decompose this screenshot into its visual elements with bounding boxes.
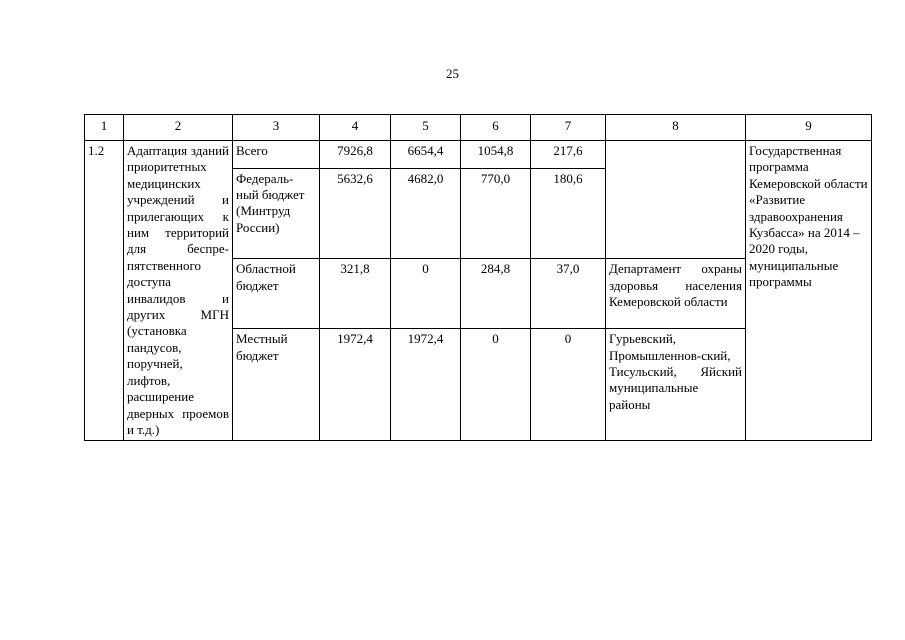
value-cell: 37,0	[531, 259, 606, 329]
value-cell: 0	[391, 259, 461, 329]
column-header: 6	[461, 115, 531, 141]
row-index: 1.2	[85, 141, 124, 441]
value-cell: 770,0	[461, 168, 531, 259]
value-cell: 1054,8	[461, 141, 531, 169]
value-cell: 284,8	[461, 259, 531, 329]
executor-cell: Департамент охраны здоровья населения Кемеровской области	[606, 259, 746, 329]
value-cell: 1972,4	[320, 329, 391, 441]
column-header: 2	[124, 115, 233, 141]
program-table	[84, 114, 872, 441]
value-cell: 0	[531, 329, 606, 441]
funding-source: Федераль-ный бюджет (Минтруд России)	[233, 168, 320, 259]
value-cell: 1972,4	[391, 329, 461, 441]
page-number: 25	[446, 66, 459, 81]
column-header: 4	[320, 115, 391, 141]
column-header: 9	[746, 115, 872, 141]
value-cell: 321,8	[320, 259, 391, 329]
funding-source: Областной бюджет	[233, 259, 320, 329]
funding-source: Всего	[233, 141, 320, 169]
funding-source: Местный бюджет	[233, 329, 320, 441]
program-cell: Государственная программа Кемеровской области «Развитие здравоохранения Кузбасса» на 2014 – 2020 годы, муниципальные программы	[746, 141, 872, 441]
value-cell: 217,6	[531, 141, 606, 169]
executor-cell: Гурьевский, Промышленнов-ский, Тисульский, Яйский муниципальные районы	[606, 329, 746, 441]
measure-description: Адаптация зданий приоритетных медицинских учреждений и прилегающих к ним территорий для беспре-пятственного доступа инвалидов и других МГН (установка пандусов, поручней, лифтов, расширение дверных проемов и т.д.)	[124, 141, 233, 441]
column-header: 8	[606, 115, 746, 141]
value-cell: 0	[461, 329, 531, 441]
column-header: 3	[233, 115, 320, 141]
value-cell: 6654,4	[391, 141, 461, 169]
column-number-row	[85, 115, 872, 141]
executor-cell	[606, 141, 746, 259]
column-header: 7	[531, 115, 606, 141]
value-cell: 5632,6	[320, 168, 391, 259]
column-header: 1	[85, 115, 124, 141]
value-cell: 7926,8	[320, 141, 391, 169]
table-row	[85, 141, 872, 169]
value-cell: 4682,0	[391, 168, 461, 259]
column-header: 5	[391, 115, 461, 141]
value-cell: 180,6	[531, 168, 606, 259]
